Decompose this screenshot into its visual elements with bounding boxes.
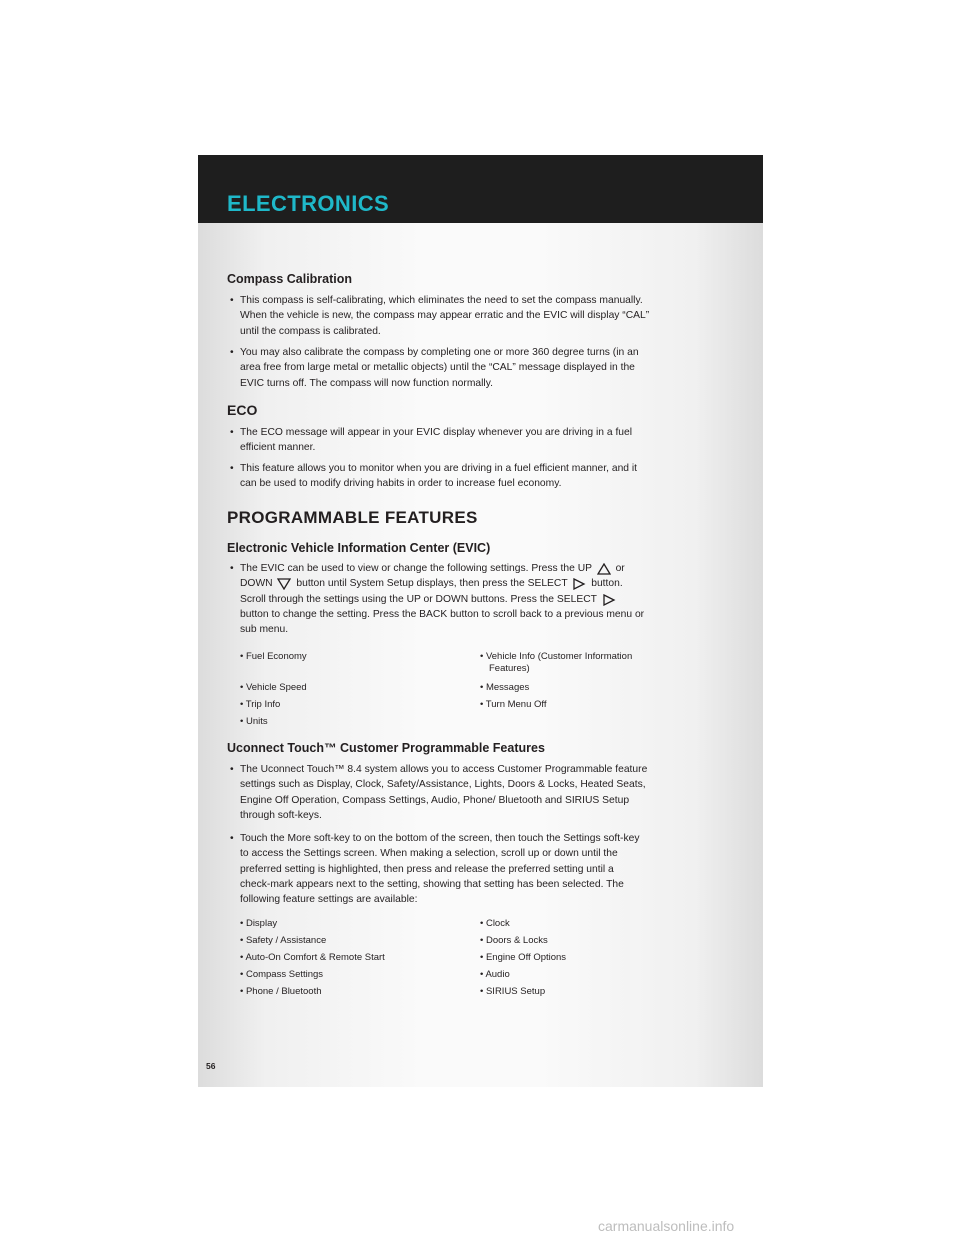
text-line: until the compass is calibrated. — [240, 325, 381, 337]
manual-page — [198, 155, 763, 1087]
up-triangle-icon — [597, 563, 611, 575]
text-fragment: Scroll through the settings using the UP or DOWN buttons. Press the SELECT — [240, 593, 597, 605]
text-line: You may also calibrate the compass by completing one or more 360 degree turns (in an — [240, 347, 639, 358]
watermark: carmanualsonline.info — [598, 1218, 735, 1234]
text-line: This feature allows you to monitor when you are driving in a fuel efficient manner, and it — [240, 463, 638, 474]
text-line: settings such as Display, Clock, Safety/Assistance, Lights, Doors & Locks, Heated Seats, — [240, 779, 646, 791]
eco-bullet-1: • The ECO message will appear in your EVIC display whenever you are driving in a fuel efficient manner. — [240, 425, 710, 456]
text-fragment: The EVIC can be used to view or change the following settings. Press the UP — [240, 563, 592, 574]
list-item: • Display — [240, 918, 278, 929]
list-item: • Audio — [480, 969, 510, 980]
text-line: can be used to modify driving habits in order to increase fuel economy. — [240, 478, 562, 490]
text-line: The ECO message will appear in your EVIC display whenever you are driving in a fuel — [240, 427, 633, 438]
list-item: • Auto-On Comfort & Remote Start — [240, 952, 385, 963]
right-triangle-icon — [602, 594, 616, 606]
evic-list-right — [480, 651, 632, 711]
text-line: EVIC turns off. The compass will now function normally. — [240, 377, 493, 389]
list-item: • Clock — [480, 918, 510, 929]
list-item: • Messages — [480, 682, 530, 693]
page-header — [198, 155, 763, 223]
text-line: following feature settings are available: — [240, 894, 418, 906]
text-line: through soft-keys. — [240, 809, 322, 821]
text-line: to access the Settings screen. When making a selection, scroll up or down until the — [240, 848, 618, 860]
list-item: • Trip Info — [240, 699, 281, 710]
list-item: • Phone / Bluetooth — [240, 986, 322, 997]
text-line: The Uconnect Touch™ 8.4 system allows you to access Customer Programmable feature — [240, 764, 648, 775]
text-fragment: button. — [591, 578, 623, 590]
right-triangle-icon — [572, 578, 586, 590]
evic-heading: Electronic Vehicle Information Center (EVIC) — [227, 541, 491, 555]
text-line: area free from large metal or metallic objects) until the “CAL” message displayed in the — [240, 362, 635, 374]
list-item: • Safety / Assistance — [240, 935, 327, 946]
text-line: Touch the More soft-key to on the bottom of the screen, then touch the Settings soft-key — [240, 833, 640, 844]
text-fragment: button until System Setup displays, then press the SELECT — [296, 578, 568, 590]
uconnect-bullet-1: • The Uconnect Touch™ 8.4 system allows you to access Customer Programmable feature settings such as Display, Clock, Safety/Assistance, Lights, Doors & Locks, Heated Seats, Engine Off Operation, Compass Settings, Audio, Phone/ Bluetooth and SIRIUS Setup through soft-keys. — [240, 762, 710, 823]
text-line: efficient manner. — [240, 442, 316, 454]
evic-list-left — [240, 651, 307, 728]
page-number: 56 — [206, 1061, 216, 1071]
text-line — [240, 561, 710, 576]
text-line: check-mark appears next to the setting, showing that setting has been selected. The — [240, 878, 624, 890]
eco-bullet-2: • This feature allows you to monitor when you are driving in a fuel efficient manner, and it can be used to modify driving habits in order to increase fuel economy. — [240, 461, 710, 492]
list-item: • Vehicle Speed — [240, 682, 307, 693]
list-item: • Turn Menu Off — [480, 699, 547, 710]
text-fragment: or — [615, 563, 625, 574]
down-triangle-icon — [277, 578, 291, 590]
uconnect-bullet-2: • Touch the More soft-key to on the bottom of the screen, then touch the Settings soft-key to access the Settings screen. When making a selection, scroll up or down until the preferred setting is highlighted, then press and release the preferred setting until a check-mark appears next to the setting, showing that setting has been selected. The following feature settings are available: — [240, 831, 710, 907]
list-item: • Engine Off Options — [480, 952, 567, 963]
text-line: sub menu. — [240, 624, 289, 636]
eco-heading: ECO — [227, 402, 258, 418]
evic-bullet: • The EVIC can be used to view or change the following settings. Press the UP or DOWN button until System Setup displays, then press the SELECT button. Scroll through the settings using the UP or DOWN buttons. Press the SELECT button to change the setting. Press the BACK button to scroll back to a previous menu or sub menu. — [240, 561, 710, 637]
text-line — [240, 576, 710, 591]
text-line — [240, 592, 710, 607]
list-item-continued: Features) — [489, 663, 530, 674]
section-title: ELECTRONICS — [227, 191, 390, 216]
list-item: • SIRIUS Setup — [480, 986, 546, 997]
text-line: preferred setting is highlighted, then press and release the preferred setting until a — [240, 863, 614, 875]
list-item: • Doors & Locks — [480, 935, 548, 946]
list-item: • Vehicle Info (Customer Information — [480, 651, 633, 662]
text-line: When the vehicle is new, the compass may appear erratic and the EVIC will display “CAL” — [240, 310, 650, 322]
list-item: • Fuel Economy — [240, 651, 307, 662]
text-line: Engine Off Operation, Compass Settings, Audio, Phone/ Bluetooth and SIRIUS Setup — [240, 794, 630, 806]
compass-bullet-2: • You may also calibrate the compass by completing one or more 360 degree turns (in an area free from large metal or metallic objects) until the “CAL” message displayed in the EVIC turns off. The compass will now function normally. — [240, 345, 710, 391]
compass-bullet-1: • This compass is self-calibrating, which eliminates the need to set the compass manually. When the vehicle is new, the compass may appear erratic and the EVIC will display “CAL” until the compass is calibrated. — [240, 293, 710, 339]
list-item: • Units — [240, 716, 268, 727]
programmable-heading: PROGRAMMABLE FEATURES — [227, 508, 478, 527]
compass-heading: Compass Calibration — [227, 272, 353, 286]
uconnect-list-right — [480, 918, 566, 998]
uconnect-heading: Uconnect Touch™ Customer Programmable Features — [227, 741, 545, 755]
text-line: button to change the setting. Press the BACK button to scroll back to a previous menu or — [240, 608, 645, 620]
text-fragment: DOWN — [240, 578, 273, 590]
uconnect-list-left — [240, 918, 385, 998]
text-line: This compass is self-calibrating, which eliminates the need to set the compass manually. — [240, 295, 643, 306]
list-item: • Compass Settings — [240, 969, 324, 980]
